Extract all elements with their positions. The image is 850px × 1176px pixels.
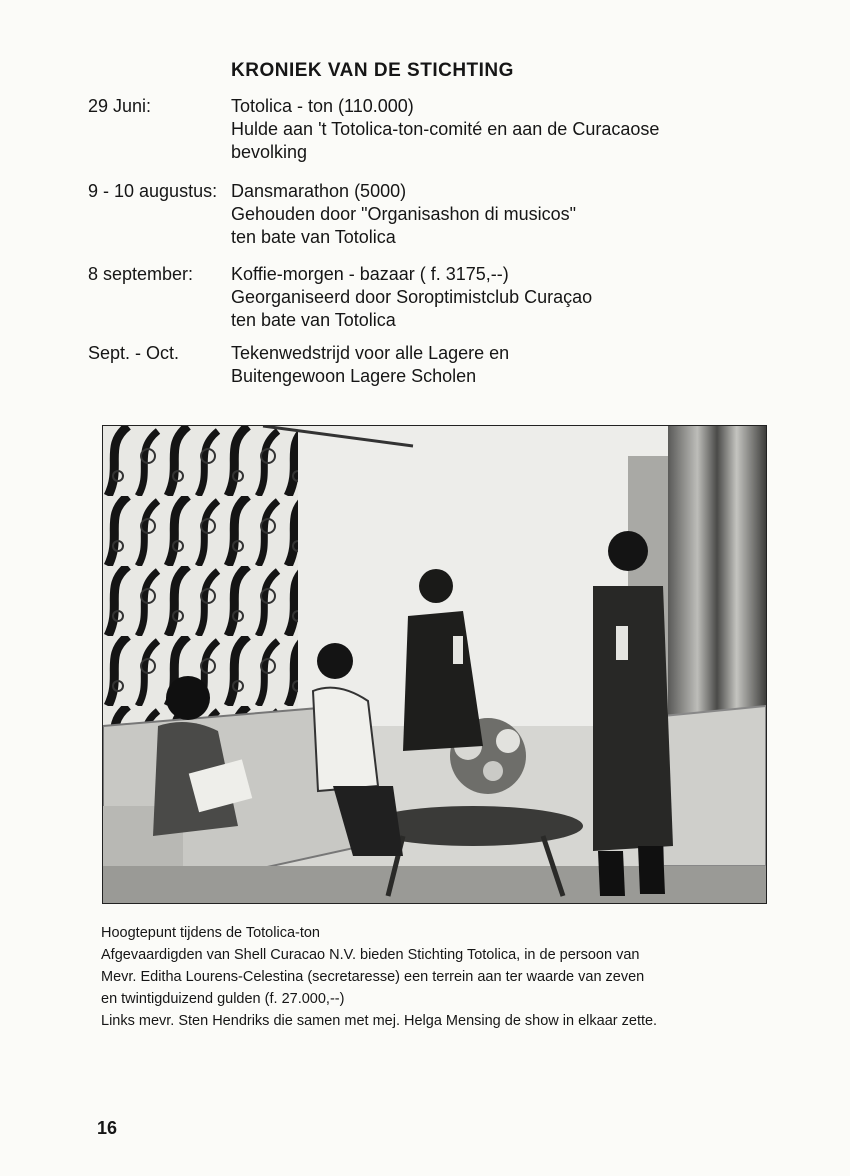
- page-number: 16: [97, 1118, 118, 1138]
- entry-date: 29 Juni:: [88, 96, 152, 116]
- entry-date: 9 - 10 augustus:: [88, 181, 218, 201]
- entry-date: Sept. - Oct.: [88, 343, 180, 363]
- photo-illustration: [103, 426, 766, 903]
- entry-line: Tekenwedstrijd voor alle Lagere en: [231, 343, 510, 363]
- entry-date: 8 september:: [88, 264, 194, 284]
- event-photo: [102, 425, 767, 904]
- entry-line: Totolica - ton (110.000): [231, 96, 414, 116]
- entry-line: Gehouden door "Organisashon di musicos": [231, 204, 576, 224]
- caption-line: Afgevaardigden van Shell Curacao N.V. bieden Stichting Totolica, in de persoon van: [101, 947, 640, 963]
- caption-line: Hoogtepunt tijdens de Totolica-ton: [101, 925, 320, 941]
- entry-line: Koffie-morgen - bazaar ( f. 3175,--): [231, 264, 509, 284]
- entry-description: [231, 263, 791, 332]
- entry-description: [231, 95, 791, 164]
- page-title: KRONIEK VAN DE STICHTING: [231, 60, 514, 81]
- entry-line: ten bate van Totolica: [231, 227, 396, 247]
- entry-line: Georganiseerd door Soroptimistclub Curaçao: [231, 287, 593, 307]
- entry-description: [231, 180, 791, 249]
- caption-line: en twintigduizend gulden (f. 27.000,--): [101, 991, 345, 1007]
- entry-line: ten bate van Totolica: [231, 310, 396, 330]
- entry-line: Buitengewoon Lagere Scholen: [231, 366, 477, 386]
- entry-description: [231, 342, 791, 388]
- caption-line: Mevr. Editha Lourens-Celestina (secretaresse) een terrein aan ter waarde van zeven: [101, 969, 645, 985]
- entry-line: bevolking: [231, 142, 308, 162]
- entry-line: Hulde aan 't Totolica-ton-comité en aan de Curacaose: [231, 119, 660, 139]
- entry-line: Dansmarathon (5000): [231, 181, 407, 201]
- photo-caption: [101, 922, 801, 1032]
- caption-line: Links mevr. Sten Hendriks die samen met mej. Helga Mensing de show in elkaar zette.: [101, 1013, 658, 1029]
